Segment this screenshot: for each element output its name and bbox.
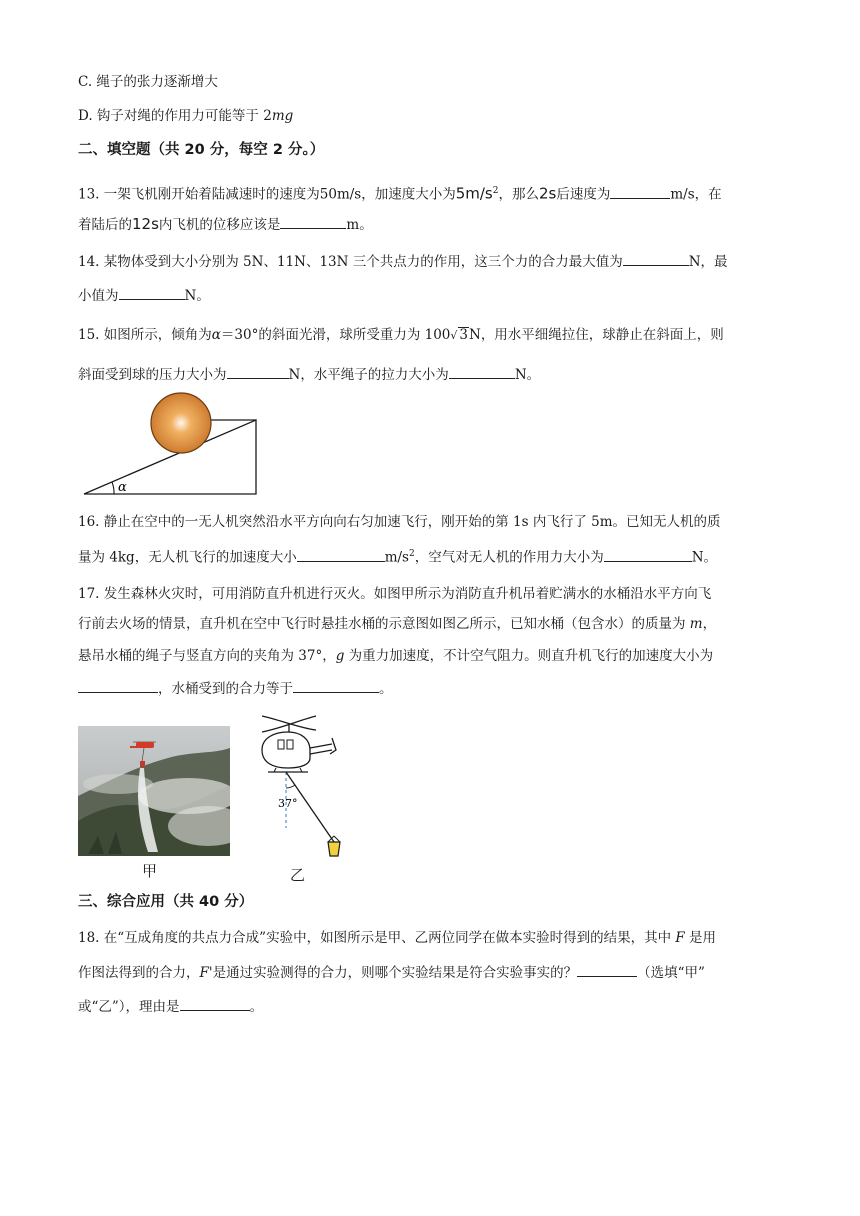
answer-blank[interactable]	[293, 678, 379, 693]
question-17-line-4: ，水桶受到的合力等于 。	[78, 678, 393, 699]
question-15-line-2: 斜面受到球的压力大小为 N，水平绳子的拉力大小为 N。	[78, 364, 540, 385]
caption-yi: 乙	[290, 866, 306, 884]
answer-blank[interactable]	[180, 996, 250, 1011]
answer-blank[interactable]	[119, 285, 185, 300]
helicopter-body	[262, 732, 310, 768]
incline-ball-figure	[78, 390, 268, 500]
question-18-line-3: 或“乙”），理由是 。	[78, 996, 263, 1017]
question-13-line-1: 13. 一架飞机刚开始着陆减速时的速度为50m/s，加速度大小为$5m/s^2$，那么2s后速度为 m/s，在	[78, 184, 722, 203]
answer-blank[interactable]	[623, 251, 689, 266]
question-18-line-1: 18. 在“互成角度的共点力合成”实验中，如图所示是甲、乙两位同学在做本实验时得到的结果，其中 F 是用	[78, 930, 717, 946]
angle-label: 37°	[278, 797, 298, 810]
question-15-line-1: 15. 如图所示，倾角为α＝30°的斜面光滑，球所受重力为 100√ 3N，用水平细绳拉住，球静止在斜面上，则	[78, 327, 724, 343]
question-17-line-2: 行前去火场的情景，直升机在空中飞行时悬挂水桶的示意图如图乙所示，已知水桶（包含水）的质量为 m，	[78, 616, 717, 632]
option-d: D. 钩子对绳的作用力可能等于 2mg	[78, 108, 294, 124]
question-17-line-1: 17. 发生森林火灾时，可用消防直升机进行灭火。如图甲所示为消防直升机吊着贮满水的水桶沿水平方向飞	[78, 586, 712, 602]
answer-blank[interactable]	[280, 214, 346, 229]
question-16-line-1: 16. 静止在空中的一无人机突然沿水平方向向右匀加速飞行，刚开始的第 1s 内飞行了 5m。已知无人机的质	[78, 514, 721, 530]
helicopter-schematic	[250, 710, 350, 870]
answer-blank[interactable]	[449, 364, 515, 379]
answer-blank[interactable]	[297, 547, 385, 562]
answer-blank[interactable]	[227, 364, 289, 379]
question-13-line-2: 着陆后的12s内飞机的位移应该是 m。	[78, 215, 373, 233]
section-fill-in-title: 二、填空题（共 20 分，每空 2 分。）	[78, 142, 325, 158]
question-16-line-2: 量为 4kg，无人机飞行的加速度大小 $m/s^2$，空气对无人机的作用力大小为 N。	[78, 544, 717, 568]
question-18-line-2: 作图法得到的合力，F'是通过实验测得的合力，则哪个实验结果是符合实验事实的？ （选填“甲”	[78, 962, 705, 983]
option-c: C. 绳子的张力逐渐增大	[78, 74, 218, 90]
alpha-label: α	[118, 480, 127, 495]
section-application-title: 三、综合应用（共 40 分）	[78, 894, 254, 910]
ball	[151, 393, 211, 453]
caption-jia: 甲	[142, 862, 158, 880]
question-14-line-2: 小值为 N。	[78, 285, 210, 306]
angle-arc	[112, 482, 114, 494]
question-17-line-3: 悬吊水桶的绳子与竖直方向的夹角为 37°，g 为重力加速度，不计空气阻力。则直升机飞行的加速度大小为	[78, 648, 714, 664]
helicopter-fire-photo	[78, 726, 230, 856]
answer-blank[interactable]	[610, 184, 670, 199]
water-bucket	[328, 842, 340, 856]
answer-blank[interactable]	[604, 547, 692, 562]
answer-blank[interactable]	[78, 678, 158, 693]
answer-blank[interactable]	[577, 962, 637, 977]
question-14-line-1: 14. 某物体受到大小分别为 5N、11N、13N 三个共点力的作用，这三个力的合力最大值为 N，最	[78, 251, 728, 272]
